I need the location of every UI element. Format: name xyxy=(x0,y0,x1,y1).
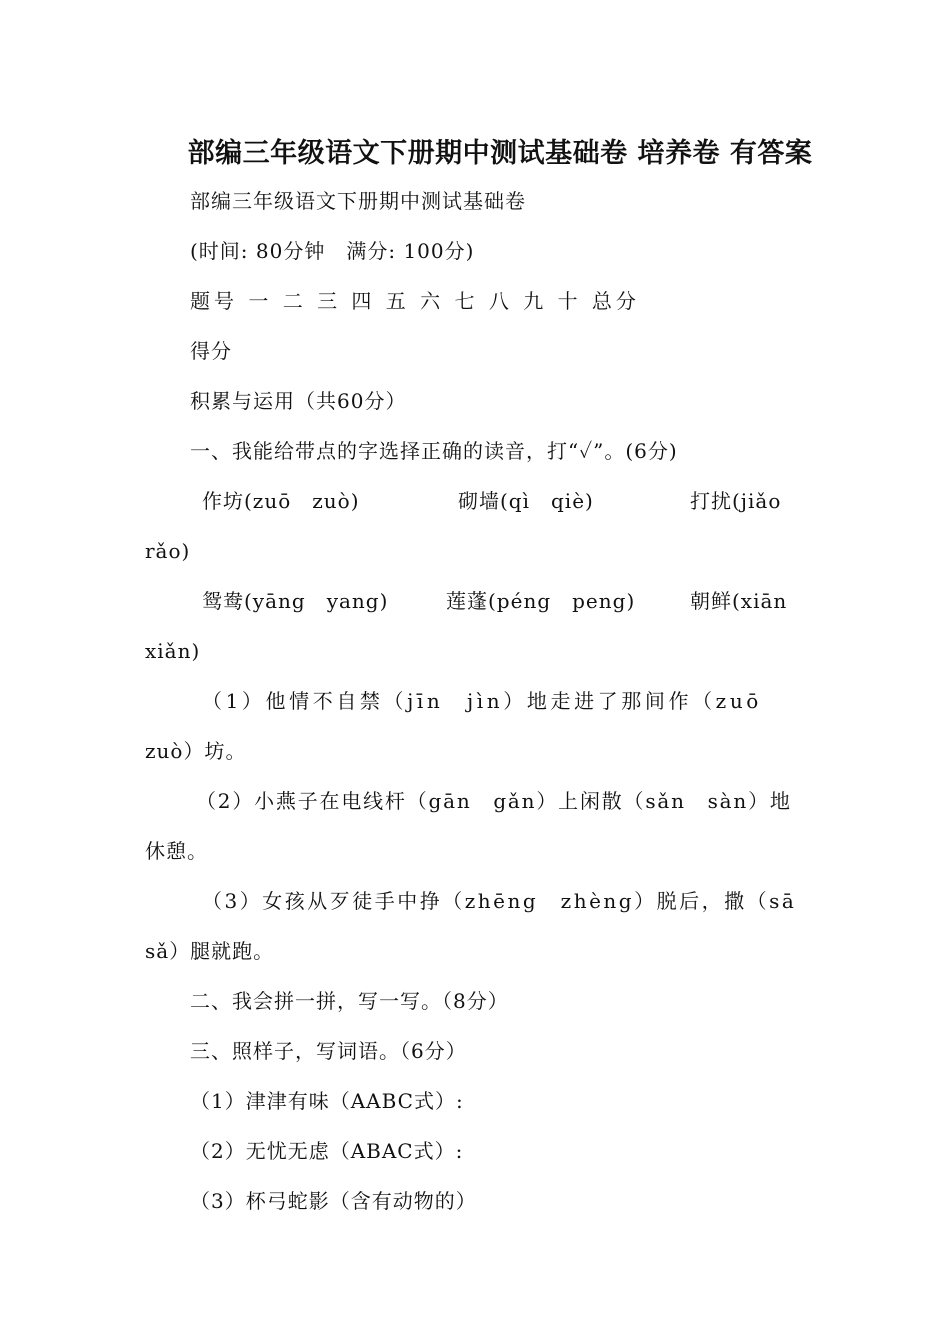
question-3-title: 三、照样子，写词语。（6分） xyxy=(190,1039,467,1063)
score-table-header: 题号 一 二 三 四 五 六 七 八 九 十 总分 xyxy=(190,289,640,313)
q1-sentence-1: （1）他情不自禁（jīn jìn）地走进了那间作（zuō xyxy=(202,689,762,713)
q1-item-darao-cont: rǎo) xyxy=(145,539,191,563)
q1-item-zuofang: 作坊(zuō zuò) xyxy=(202,489,360,513)
score-label: 得分 xyxy=(190,339,232,363)
document-title: 部编三年级语文下册期中测试基础卷 培养卷 有答案 xyxy=(187,138,813,169)
q3-item-3: （3）杯弓蛇影（含有动物的） xyxy=(190,1189,477,1213)
q3-item-1: （1）津津有味（AABC式）: xyxy=(190,1089,464,1113)
time-info: (时间: 80分钟 满分: 100分) xyxy=(190,239,475,263)
q3-item-2: （2）无忧无虑（ABAC式）: xyxy=(190,1139,464,1163)
q1-sentence-1-cont: zuò）坊。 xyxy=(145,739,247,763)
q1-sentence-3-cont: sǎ）腿就跑。 xyxy=(145,939,275,963)
q1-item-chaoxian-cont: xiǎn) xyxy=(145,639,201,663)
q1-sentence-2: （2）小燕子在电线杆（gān gǎn）上闲散（sǎn sàn）地 xyxy=(196,789,792,813)
q1-item-yuanyang: 鸳鸯(yāng yang) xyxy=(202,589,389,613)
section-title: 积累与运用（共60分） xyxy=(190,389,407,413)
question-1-title: 一、我能给带点的字选择正确的读音，打“✓”。(6分) xyxy=(190,439,678,463)
q1-item-qiqiang: 砌墙(qì qiè) xyxy=(458,489,594,513)
q1-item-chaoxian: 朝鲜(xiān xyxy=(690,589,788,613)
subtitle: 部编三年级语文下册期中测试基础卷 xyxy=(190,189,526,213)
q1-item-darao: 打扰(jiǎo xyxy=(690,489,782,513)
q1-sentence-2-cont: 休憩。 xyxy=(145,839,208,863)
q1-sentence-3: （3）女孩从歹徒手中挣（zhēng zhèng）脱后，撒（sā xyxy=(202,889,797,913)
question-2-title: 二、我会拼一拼，写一写。（8分） xyxy=(190,989,509,1013)
q1-item-lianpeng: 莲蓬(péng peng) xyxy=(446,589,636,613)
